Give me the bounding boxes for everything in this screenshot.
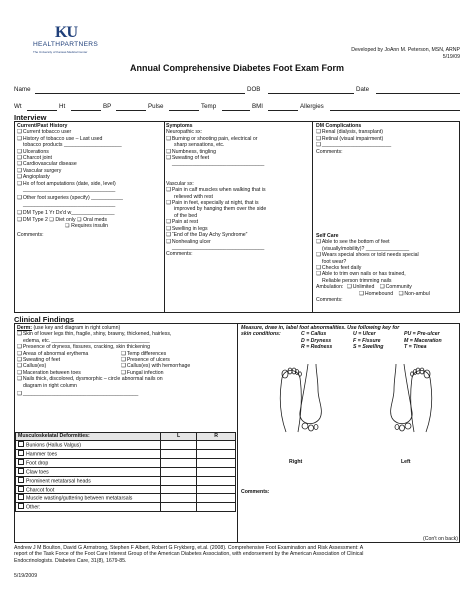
msk-cell-right[interactable] bbox=[197, 476, 236, 485]
msk-cell-left[interactable] bbox=[161, 467, 197, 476]
derm-item[interactable]: ❑ Presence of dryness, fissures, cracking, skin thickening bbox=[17, 344, 190, 350]
key-dryness: D = Dryness bbox=[301, 337, 332, 344]
neuropathic-label: Neuropathic sx: bbox=[166, 129, 203, 136]
msk-row-label: Foot drop bbox=[26, 460, 49, 467]
symptom-item: ________________________________ bbox=[172, 244, 265, 251]
bmi-field[interactable] bbox=[268, 110, 298, 111]
date-field[interactable] bbox=[376, 93, 460, 94]
msk-cell-right[interactable] bbox=[197, 485, 236, 494]
dm-complications-title: DM Complications bbox=[316, 123, 362, 129]
msk-col-right: R bbox=[197, 433, 236, 441]
msk-cell-left[interactable] bbox=[161, 503, 197, 512]
derm-item[interactable]: ❑ Fungal infection bbox=[121, 370, 163, 376]
measure-key bbox=[241, 325, 442, 351]
left-foot-drawing bbox=[391, 364, 432, 432]
complication-item[interactable]: ❑ Retinal (visual impairment) bbox=[316, 136, 391, 142]
msk-cell-right[interactable] bbox=[197, 449, 236, 458]
temp-label: Temp bbox=[201, 103, 217, 110]
msk-cell-left[interactable] bbox=[161, 441, 197, 450]
measure-heading: Measure, draw in, label foot abnormalities. Use following key for bbox=[241, 325, 400, 331]
bmi-label: BMI bbox=[252, 103, 264, 110]
dob-field[interactable] bbox=[268, 93, 354, 94]
name-label: Name bbox=[14, 86, 31, 93]
self-care-item[interactable]: ❑ Wears special shoes or told needs special bbox=[316, 252, 430, 258]
symptoms-title: Symptoms bbox=[166, 123, 193, 129]
ambulation-unlimited[interactable]: ❑ Unlimited bbox=[347, 284, 374, 290]
key-fissure: F = Fissure bbox=[353, 337, 381, 344]
symptom-item: ________________________________ bbox=[172, 161, 265, 168]
bp-label: BP bbox=[103, 103, 112, 110]
symptom-item[interactable]: ❑ Numbness, tingling bbox=[166, 149, 266, 155]
measure-comments: Comments: bbox=[241, 489, 270, 495]
history-title: Current/Past History bbox=[17, 123, 68, 129]
derm-item[interactable]: ❑ Nails thick, discolored, dysmorphic – circle abnormal nails on bbox=[17, 376, 190, 382]
history-item[interactable]: ❑ Charcot joint bbox=[17, 155, 123, 161]
msk-title: Musculoskelatal Deformities: bbox=[16, 433, 161, 441]
logo bbox=[33, 24, 113, 64]
requires-insulin[interactable]: ❑ Requires insulin bbox=[65, 223, 108, 230]
credit-date: 5/19/09 bbox=[442, 54, 460, 60]
msk-cell-left[interactable] bbox=[161, 476, 197, 485]
derm-item[interactable]: ❑ Callus(es) bbox=[17, 363, 121, 369]
msk-row-label: Charcot foot bbox=[26, 487, 55, 494]
symptom-item[interactable]: ❑ Swelling in legs bbox=[166, 226, 266, 232]
allergies-label: Allergies bbox=[300, 103, 324, 110]
symptom-item[interactable]: ❑ Burning or shooting pain, electrical or bbox=[166, 136, 266, 142]
foot-diagram[interactable] bbox=[268, 360, 448, 440]
wt-label: Wt bbox=[14, 103, 22, 110]
ku-logo-mark: KU bbox=[55, 24, 77, 41]
logo-subtitle: The University of Kansas Medical Center bbox=[33, 50, 88, 54]
derm-item: edema, etc. __________________________________ bbox=[23, 337, 150, 344]
symptom-item: sharp sensations, etc. bbox=[174, 142, 225, 149]
history-item: ________________________________ bbox=[23, 201, 116, 208]
bp-field[interactable] bbox=[116, 110, 146, 111]
msk-row-label: Muscle wasting/guttering between metatarsals bbox=[26, 496, 133, 503]
left-foot-label: Left bbox=[401, 459, 411, 465]
derm-item[interactable]: ❑ Temp differences bbox=[121, 351, 166, 357]
date-label: Date bbox=[356, 86, 370, 93]
msk-cell-right[interactable] bbox=[197, 467, 236, 476]
author-credit: Developed by JoAnn M. Peterson, MSN, ARNP bbox=[351, 47, 460, 53]
history-item[interactable]: ❑ Vascular surgery bbox=[17, 168, 123, 174]
self-care-item: foot wear? bbox=[322, 258, 347, 265]
msk-cell-left[interactable] bbox=[161, 458, 197, 467]
symptom-item[interactable]: ❑ Nonhealing ulcer bbox=[166, 239, 266, 245]
name-field[interactable] bbox=[35, 93, 245, 94]
ambulation-community[interactable]: ❑ Community bbox=[380, 284, 412, 290]
derm-section bbox=[17, 325, 190, 397]
pulse-field[interactable] bbox=[169, 110, 199, 111]
interview-heading: Interview bbox=[14, 113, 47, 122]
self-care-item[interactable]: ❑ Able to see the bottom of feet bbox=[316, 239, 430, 245]
symptoms-column bbox=[166, 123, 266, 258]
reference-line: Andrew J M Boulton, David G Armstrong, Stephen F Albert, Robert G Frykberg, et.al. (2008). Comprehensive Foot Examination and Risk Assessment: A bbox=[14, 545, 364, 551]
history-item[interactable]: ❑ Angioplasty bbox=[17, 174, 123, 180]
wt-field[interactable] bbox=[27, 110, 57, 111]
self-care-item: (visually/mobility)? _______________ bbox=[322, 245, 410, 252]
msk-cell-left[interactable] bbox=[161, 449, 197, 458]
derm-item[interactable]: ❑ Maceration between toes bbox=[17, 370, 121, 376]
self-care-item[interactable]: ❑ Able to trim own nails or has trained, bbox=[316, 271, 430, 277]
symptom-item[interactable]: ❑ Pain at rest bbox=[166, 219, 266, 225]
derm-item[interactable]: ❑ Skin of lower legs thin, fragile, shiny, brawny, thickened, hairless, bbox=[17, 331, 190, 337]
msk-cell-left[interactable] bbox=[161, 485, 197, 494]
derm-item[interactable]: ❑ ________________________________________ bbox=[17, 391, 190, 397]
msk-row-label: Claw toes bbox=[26, 469, 49, 476]
symptom-item: of the bed bbox=[174, 212, 198, 219]
dm-complications-column bbox=[316, 123, 391, 155]
msk-col-left: L bbox=[161, 433, 197, 441]
self-care-item: Reliable person trimming nails bbox=[322, 277, 392, 284]
msk-cell-left[interactable] bbox=[161, 494, 197, 503]
logo-name: HEALTHPARTNERS bbox=[33, 41, 99, 48]
symptom-item[interactable]: ❑ “End of the Day Achy Syndrome” bbox=[166, 232, 266, 238]
ambulation-non-ambul[interactable]: ❑ Non-ambul bbox=[399, 291, 430, 297]
ambulation-homebound[interactable]: ❑ Homebound bbox=[359, 291, 393, 297]
msk-cell-right[interactable] bbox=[197, 494, 236, 503]
right-foot-drawing bbox=[280, 364, 321, 432]
dm-type-1[interactable]: ❑ DM Type 1 Yr Dx'd w_______________ bbox=[17, 210, 123, 216]
history-item[interactable]: ❑ Hx of foot amputations (date, side, level) bbox=[17, 181, 123, 187]
key-maceration: M = Maceration bbox=[404, 337, 442, 344]
symptom-item: improved by hanging them over the side bbox=[174, 206, 267, 213]
derm-item[interactable]: ❑ Areas of abnormal erythema bbox=[17, 351, 121, 357]
history-item[interactable]: ❑ Current tobacco user bbox=[17, 129, 123, 135]
key-pre-ulcer: PU = Pre-ulcer bbox=[404, 331, 440, 338]
symptoms-comments: Comments: bbox=[166, 251, 193, 258]
msk-cell-right[interactable] bbox=[197, 503, 236, 512]
symptom-item[interactable]: ❑ Pain in feet, especially at night, that is bbox=[166, 200, 266, 206]
clinical-heading: Clinical Findings bbox=[14, 315, 75, 324]
key-redness: R = Redness bbox=[301, 344, 333, 351]
pulse-label: Pulse bbox=[148, 103, 164, 110]
derm-item[interactable]: ❑ Callus(es) with hemorrhage bbox=[121, 363, 190, 369]
msk-row-label: Hammer toes bbox=[26, 451, 58, 458]
footer-date: 5/19/2009 bbox=[14, 573, 38, 579]
symptom-item[interactable]: ❑ Sweating of feet bbox=[166, 155, 266, 161]
dm-type-2[interactable]: ❑ DM Type 2 ❑ Diet only ❑ Oral meds bbox=[17, 217, 123, 223]
temp-field[interactable] bbox=[222, 110, 250, 111]
derm-item[interactable]: ❑ Sweating of feet bbox=[17, 357, 121, 363]
msk-cell-right[interactable] bbox=[197, 441, 236, 450]
key-ulcer: U = Ulcer bbox=[353, 331, 376, 338]
symptom-item[interactable]: ❑ Pain in calf muscles when walking that is bbox=[166, 187, 266, 193]
allergies-field[interactable] bbox=[330, 110, 460, 111]
msk-row-label: Bunions (Hallus Valgus) bbox=[26, 442, 81, 449]
history-item: ________________________________ bbox=[23, 187, 116, 194]
derm-title: Derm: bbox=[17, 325, 32, 331]
ht-field[interactable] bbox=[71, 110, 101, 111]
right-foot-label: Right bbox=[289, 459, 303, 465]
history-comments: Comments: bbox=[17, 231, 44, 238]
ht-label: Ht bbox=[59, 103, 66, 110]
complication-item[interactable]: ❑ ________________________ bbox=[316, 142, 391, 148]
form-title: Annual Comprehensive Diabetes Foot Exam Form bbox=[129, 63, 345, 73]
ambulation-label: Ambulation: bbox=[316, 284, 344, 291]
reference-line: Endocrinologists. Diabetes Care, 31(8), 1679-85. bbox=[14, 557, 127, 564]
history-item[interactable]: ❑ Ulcerations bbox=[17, 149, 123, 155]
key-swelling: S = Swelling bbox=[353, 344, 384, 351]
complication-comments: Comments: bbox=[316, 148, 343, 155]
self-care-title: Self Care bbox=[316, 233, 339, 239]
complication-item[interactable]: ❑ Renal (dialysis, transplant) bbox=[316, 129, 391, 135]
history-item[interactable]: ❑ History of tobacco use – Last used bbox=[17, 136, 123, 142]
history-column bbox=[17, 123, 123, 238]
history-item: tobacco products ____________________ bbox=[23, 142, 122, 149]
dob-label: DOB bbox=[247, 86, 261, 93]
msk-row-label: Prominent metatarsal heads bbox=[26, 478, 91, 485]
key-callus: C = Callus bbox=[301, 331, 327, 338]
msk-cell-right[interactable] bbox=[197, 458, 236, 467]
msk-row-label: Other: bbox=[26, 505, 41, 512]
reference bbox=[14, 545, 363, 564]
history-item[interactable]: ❑ Cardiovascular disease bbox=[17, 161, 123, 167]
derm-item[interactable]: ❑ Presence of ulcers bbox=[121, 357, 170, 363]
self-care-column bbox=[316, 233, 430, 303]
derm-item: diagram in right column bbox=[23, 382, 77, 389]
reference-line: report of the Task Force of the Foot Care Interest Group of the American Diabetes Association, with endorsement by the American Association of Clinical bbox=[14, 551, 364, 558]
key-tinea: T = Tinea bbox=[404, 344, 427, 351]
vascular-label: Vascular sx: bbox=[166, 180, 194, 187]
symptom-item: relieved with rest bbox=[174, 193, 213, 200]
msk-table bbox=[15, 432, 236, 512]
self-care-item[interactable]: ❑ Checks feet daily bbox=[316, 265, 430, 271]
skin-conditions-label: skin conditions: bbox=[241, 331, 281, 338]
derm-instructions: (use key and diagram in right column) bbox=[32, 325, 121, 331]
history-item[interactable]: ❑ Other foot surgeries (specify) ___________ bbox=[17, 195, 123, 201]
self-care-comments: Comments: bbox=[316, 297, 343, 304]
continued-note: (Con't on back) bbox=[422, 536, 458, 542]
